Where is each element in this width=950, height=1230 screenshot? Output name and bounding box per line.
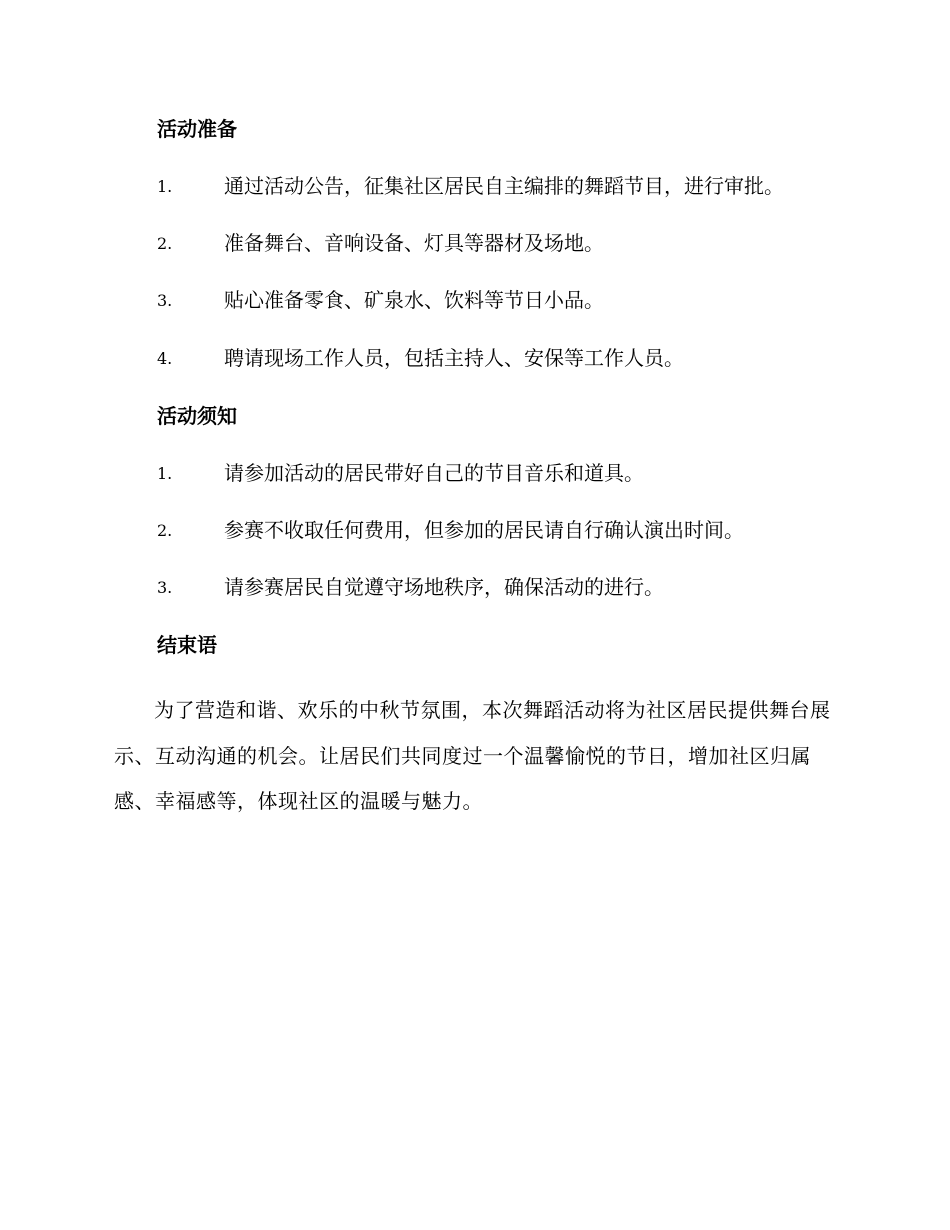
list-item-text: 聘请现场工作人员，包括主持人、安保等工作人员。	[224, 346, 684, 370]
list-item-text: 请参赛居民自觉遵守场地秩序，确保活动的进行。	[224, 575, 664, 599]
list-item-number: 3.	[157, 291, 173, 310]
list-item-number: 3.	[157, 578, 173, 597]
list-item-number: 1.	[157, 177, 173, 196]
list-item-text: 参赛不收取任何费用，但参加的居民请自行确认演出时间。	[224, 518, 744, 542]
list-item	[157, 172, 857, 200]
list-item-number: 1.	[157, 464, 173, 483]
list-item-text: 请参加活动的居民带好自己的节目音乐和道具。	[224, 461, 644, 485]
list-item	[157, 516, 857, 544]
list-item	[157, 459, 857, 487]
list-item	[157, 344, 857, 372]
list-item-text: 准备舞台、音响设备、灯具等器材及场地。	[224, 231, 604, 255]
section-heading-preparation: 活动准备	[157, 117, 237, 141]
section-heading-closing: 结束语	[157, 633, 217, 657]
list-item-number: 4.	[157, 349, 173, 368]
list-item	[157, 573, 857, 601]
list-item-text: 通过活动公告，征集社区居民自主编排的舞蹈节目，进行审批。	[224, 174, 784, 198]
list-item	[157, 229, 857, 257]
list-item	[157, 286, 857, 314]
list-item-number: 2.	[157, 521, 173, 540]
list-item-text: 贴心准备零食、矿泉水、饮料等节日小品。	[224, 288, 604, 312]
section-heading-notice: 活动须知	[157, 404, 237, 428]
closing-paragraph: 为了营造和谐、欢乐的中秋节氛围，本次舞蹈活动将为社区居民提供舞台展示、互动沟通的机会。让居民们共同度过一个温馨愉悦的节日，增加社区归属感、幸福感等，体现社区的温暖与魅力。	[114, 698, 831, 813]
list-item-number: 2.	[157, 234, 173, 253]
